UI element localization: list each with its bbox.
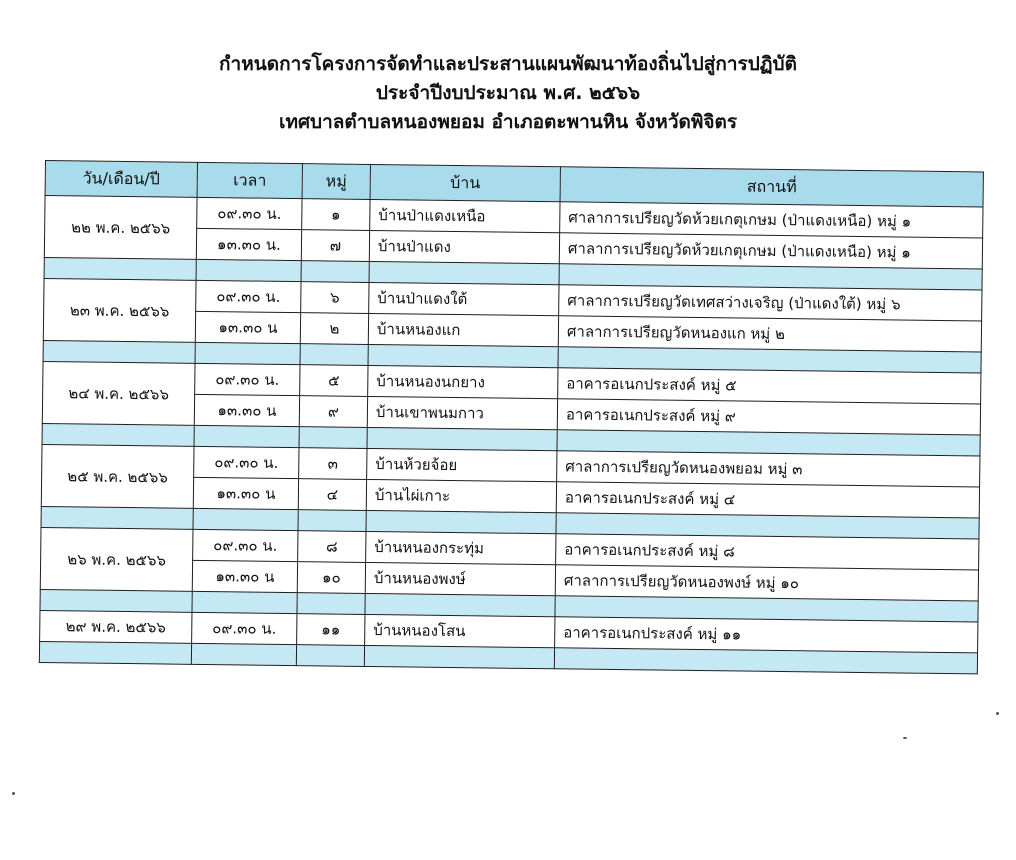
place-cell: อาคารอเนกประสงค์ หมู่ ๘	[556, 534, 979, 570]
place-cell: ศาลาการเปรียญวัดห้วยเกตุเกษม (ป่าแดงเหนือ) หมู่ ๑	[560, 202, 983, 238]
place-cell: อาคารอเนกประสงค์ หมู่ ๑๑	[555, 617, 978, 653]
moo-cell: ๗	[301, 230, 369, 262]
village-cell: บ้านหนองนกยาง	[368, 365, 558, 398]
moo-cell: ๒	[300, 313, 368, 345]
village-cell: บ้านหนองโสน	[365, 614, 555, 647]
date-cell: ๒๖ พ.ค. ๒๕๖๖	[40, 527, 193, 591]
village-cell: บ้านป่าแดงใต้	[369, 282, 559, 315]
place-cell: ศาลาการเปรียญวัดหนองพงษ์ หมู่ ๑๐	[555, 565, 978, 601]
header-date: วัน/เดือน/ปี	[45, 161, 197, 198]
moo-cell: ๙	[299, 396, 367, 428]
time-cell: ๐๙.๓๐ น.	[192, 612, 297, 644]
time-cell: ๐๙.๓๐ น.	[197, 197, 302, 229]
place-cell: ศาลาการเปรียญวัดหนองพยอม หมู่ ๓	[557, 451, 980, 487]
schedule-sheet	[39, 160, 983, 674]
scan-speck	[12, 792, 15, 795]
time-cell: ๑๓.๓๐ น	[195, 311, 300, 343]
place-cell: อาคารอเนกประสงค์ หมู่ ๕	[558, 368, 981, 404]
time-cell: ๑๓.๓๐ น	[192, 560, 297, 592]
moo-cell: ๕	[300, 365, 368, 397]
place-cell: ศาลาการเปรียญวัดเทศสว่างเจริญ (ป่าแดงใต้) หมู่ ๖	[559, 285, 982, 321]
time-cell: ๑๓.๓๐ น	[193, 477, 298, 509]
time-cell: ๐๙.๓๐ น.	[193, 529, 298, 561]
moo-cell: ๘	[298, 531, 366, 563]
village-cell: บ้านหนองพงษ์	[365, 562, 555, 595]
time-cell: ๐๙.๓๐ น.	[195, 363, 300, 395]
time-cell: ๐๙.๓๐ น.	[196, 280, 301, 312]
title-line-1: กำหนดการโครงการจัดทำและประสานแผนพัฒนาท้องถิ่นไปสู่การปฏิบัติ	[219, 53, 797, 75]
time-cell: ๐๙.๓๐ น.	[194, 446, 299, 478]
date-cell: ๒๕ พ.ค. ๒๕๖๖	[41, 444, 194, 508]
village-cell: บ้านป่าแดง	[369, 230, 559, 263]
date-cell: ๒๔ พ.ค. ๒๕๖๖	[42, 361, 195, 425]
village-cell: บ้านเขาพนมกาว	[367, 396, 557, 429]
village-cell: บ้านหนองแก	[368, 313, 558, 346]
header-moo: หมู่	[302, 164, 370, 200]
scan-speck	[996, 712, 999, 715]
header-place: สถานที่	[560, 167, 983, 207]
moo-cell: ๖	[301, 282, 369, 314]
schedule-table	[39, 160, 984, 674]
scan-speck	[903, 737, 907, 739]
header-village: บ้าน	[370, 164, 560, 201]
moo-cell: ๓	[299, 448, 367, 480]
place-cell: ศาลาการเปรียญวัดหนองแก หมู่ ๒	[558, 316, 981, 352]
date-cell: ๒๒ พ.ค. ๒๕๖๖	[44, 196, 197, 260]
village-cell: บ้านห้วยจ้อย	[367, 448, 557, 481]
village-cell: บ้านป่าแดงเหนือ	[370, 199, 560, 232]
place-cell: ศาลาการเปรียญวัดห้วยเกตุเกษม (ป่าแดงเหนือ) หมู่ ๑	[559, 233, 982, 269]
date-cell: ๒๙ พ.ค. ๒๕๖๖	[40, 610, 192, 643]
document-title-block	[0, 50, 1016, 137]
time-cell: ๑๓.๓๐ น	[194, 394, 299, 426]
moo-cell: ๑	[302, 199, 370, 231]
time-cell: ๑๓.๓๐ น.	[196, 228, 301, 260]
moo-cell: ๔	[298, 479, 366, 511]
title-line-2: ประจำปีงบประมาณ พ.ศ. ๒๕๖๖	[375, 82, 641, 104]
date-cell: ๒๓ พ.ค. ๒๕๖๖	[43, 278, 196, 342]
moo-cell: ๑๑	[297, 614, 365, 646]
moo-cell: ๑๐	[297, 562, 365, 594]
village-cell: บ้านไผ่เกาะ	[366, 479, 556, 512]
title-line-3: เทศบาลตำบลหนองพยอม อำเภอตะพานหิน จังหวัดพิจิตร	[278, 111, 738, 133]
place-cell: อาคารอเนกประสงค์ หมู่ ๔	[556, 482, 979, 518]
village-cell: บ้านหนองกระทุ่ม	[366, 531, 556, 564]
header-time: เวลา	[197, 162, 302, 198]
place-cell: อาคารอเนกประสงค์ หมู่ ๙	[557, 399, 980, 435]
